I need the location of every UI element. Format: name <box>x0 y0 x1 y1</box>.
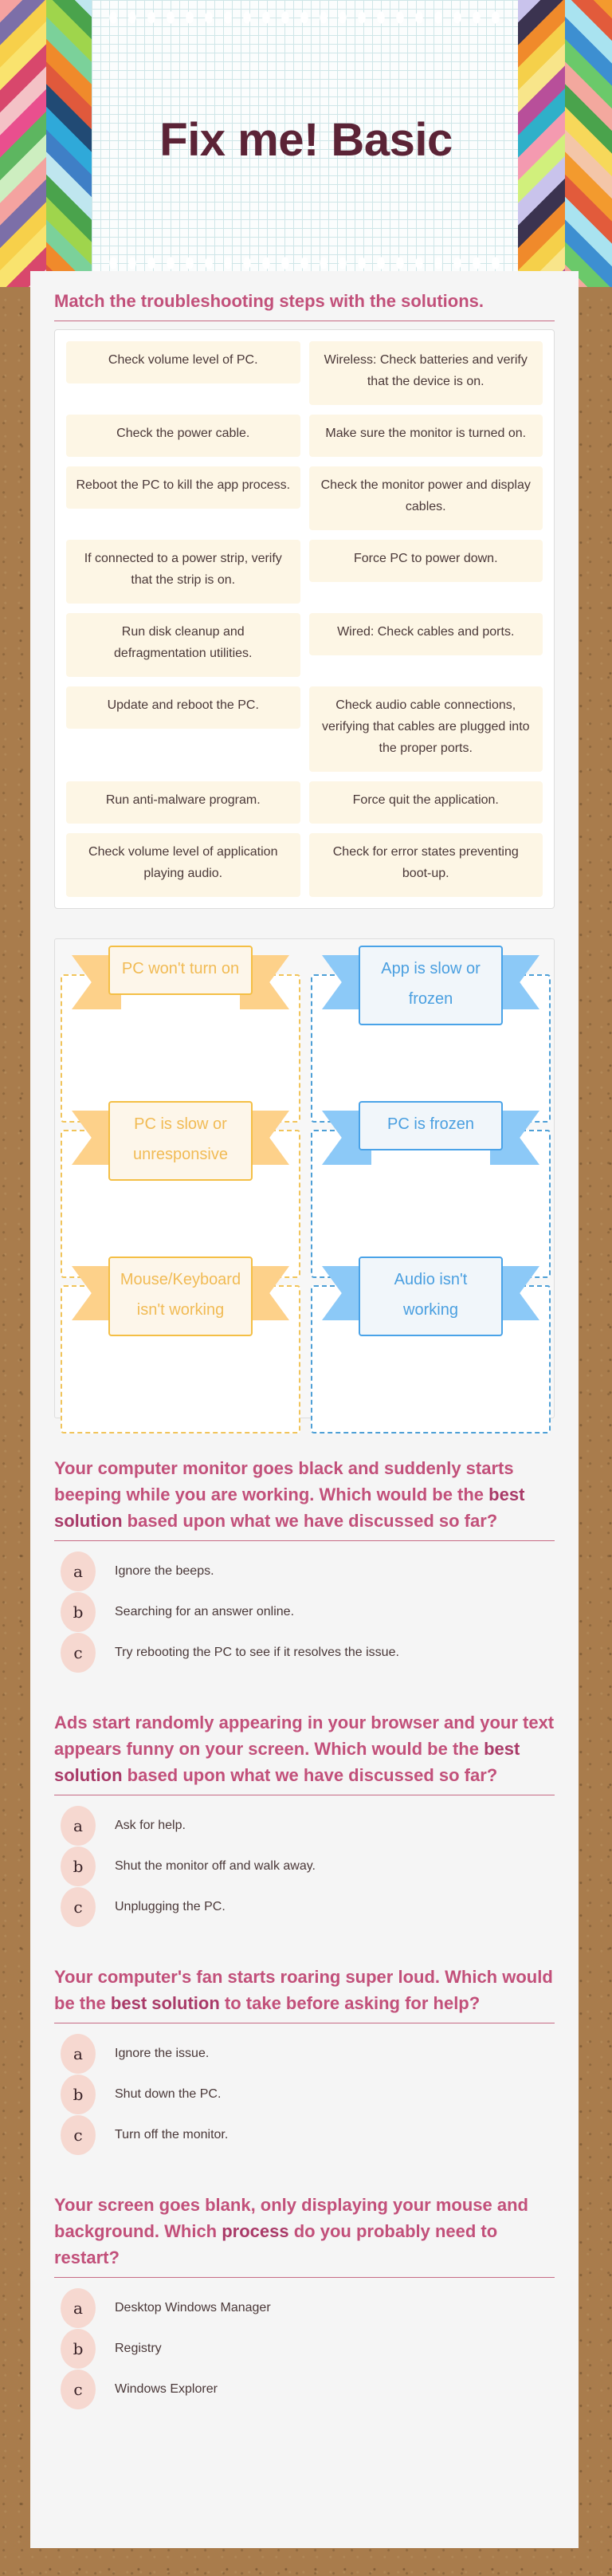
option-text: Windows Explorer <box>115 2381 218 2396</box>
answer-option-a[interactable] <box>54 1551 555 1591</box>
draggable-answer-tile[interactable]: Check volume level of application playing audio. <box>66 833 300 897</box>
draggable-answer-tile[interactable]: Check volume level of PC. <box>66 341 300 383</box>
options-list <box>54 1805 555 1927</box>
answer-option-b[interactable] <box>54 2328 555 2369</box>
option-text: Ignore the issue. <box>115 2046 210 2060</box>
option-text: Shut the monitor off and walk away. <box>115 1858 316 1873</box>
matching-items <box>54 329 555 909</box>
option-letter-badge: c <box>61 2115 96 2155</box>
question-text <box>54 1455 555 1534</box>
draggable-answer-tile[interactable]: Wireless: Check batteries and verify that the device is on. <box>309 341 543 405</box>
option-text: Ignore the beeps. <box>115 1563 214 1578</box>
category-6 <box>311 1257 551 1412</box>
draggable-answer-tile[interactable]: Run anti-malware program. <box>66 781 300 824</box>
answer-option-c[interactable] <box>54 2369 555 2409</box>
question-text-part: Your computer monitor goes black and suddenly starts beeping while you are working. Which would be the <box>54 1458 514 1504</box>
draggable-answer-tile[interactable]: Force quit the application. <box>309 781 543 824</box>
answer-option-a[interactable] <box>54 1805 555 1846</box>
question-text <box>54 1709 555 1788</box>
option-text: Unplugging the PC. <box>115 1899 226 1913</box>
draggable-answer-tile[interactable]: Update and reboot the PC. <box>66 686 300 729</box>
answer-option-c[interactable] <box>54 2114 555 2155</box>
category-label: Mouse/Keyboard isn't working <box>108 1257 253 1336</box>
option-text: Registry <box>115 2341 162 2355</box>
category-label: App is slow or frozen <box>359 946 503 1025</box>
option-letter-badge: a <box>61 1806 96 1846</box>
option-letter-badge: a <box>61 2034 96 2074</box>
option-text: Desktop Windows Manager <box>115 2300 271 2314</box>
option-letter-badge: a <box>61 2288 96 2328</box>
question-text <box>54 1964 555 2016</box>
options-list <box>54 2033 555 2155</box>
option-letter-badge: b <box>61 2329 96 2369</box>
category-1 <box>61 946 300 1101</box>
draggable-answer-tile[interactable]: Make sure the monitor is turned on. <box>309 415 543 457</box>
option-letter-badge: c <box>61 1633 96 1673</box>
answer-option-c[interactable] <box>54 1886 555 1927</box>
answer-option-c[interactable] <box>54 1632 555 1673</box>
question-text-part: Your screen goes blank, only displaying your mouse and background. Which <box>54 2195 528 2241</box>
options-list <box>54 1551 555 1673</box>
option-letter-badge: c <box>61 1887 96 1927</box>
question-text-part: to take before asking for help? <box>219 1993 481 2013</box>
header-banner <box>0 0 612 287</box>
paper-holes <box>104 11 506 24</box>
category-label: Audio isn't working <box>359 1257 503 1336</box>
worksheet-card <box>30 271 579 2548</box>
question-block <box>54 2192 555 2409</box>
answer-option-b[interactable] <box>54 1591 555 1632</box>
question-text-part: based upon what we have discussed so far? <box>122 1765 498 1785</box>
draggable-answer-tile[interactable]: Reboot the PC to kill the app process. <box>66 466 300 509</box>
option-letter-badge: b <box>61 2075 96 2114</box>
option-letter-badge: c <box>61 2370 96 2409</box>
draggable-answer-tile[interactable]: Force PC to power down. <box>309 540 543 582</box>
answer-option-a[interactable] <box>54 2287 555 2328</box>
category-dropzones <box>54 938 555 1418</box>
draggable-answer-tile[interactable]: Check for error states preventing boot-up. <box>309 833 543 897</box>
question-block <box>54 1455 555 1673</box>
question-text-part: Ads start randomly appearing in your browser and your text appears funny on your screen. Which would be the <box>54 1713 555 1759</box>
questions <box>54 1455 555 2409</box>
draggable-answer-tile[interactable]: Check the power cable. <box>66 415 300 457</box>
divider <box>54 2277 555 2278</box>
question-text <box>54 2192 555 2271</box>
question-text-part: based upon what we have discussed so far? <box>122 1511 498 1531</box>
paper-holes <box>104 257 506 269</box>
emphasis-text: best solution <box>54 1739 520 1785</box>
category-label: PC won't turn on <box>108 946 253 995</box>
question-block <box>54 1964 555 2155</box>
draggable-answer-tile[interactable]: Check audio cable connections, verifying that cables are plugged into the proper ports. <box>309 686 543 772</box>
question-text-part: do you probably need to restart? <box>54 2221 498 2267</box>
divider <box>54 1540 555 1541</box>
option-letter-badge: a <box>61 1551 96 1591</box>
option-letter-badge: b <box>61 1592 96 1632</box>
page-title: Fix me! Basic <box>159 114 453 166</box>
draggable-answer-tile[interactable]: Wired: Check cables and ports. <box>309 613 543 655</box>
option-text: Shut down the PC. <box>115 2086 222 2101</box>
draggable-answer-tile[interactable]: Run disk cleanup and defragmentation utilities. <box>66 613 300 677</box>
draggable-answer-tile[interactable]: Check the monitor power and display cables. <box>309 466 543 530</box>
emphasis-text: best solution <box>54 1485 525 1531</box>
emphasis-text: process <box>222 2221 289 2241</box>
answer-option-a[interactable] <box>54 2033 555 2074</box>
option-text: Try rebooting the PC to see if it resolves the issue. <box>115 1645 399 1659</box>
question-text-part: Your computer's fan starts roaring super loud. Which would be the <box>54 1967 553 2013</box>
option-text: Searching for an answer online. <box>115 1604 295 1618</box>
matching-title: Match the troubleshooting steps with the solutions. <box>54 291 484 311</box>
category-2 <box>311 946 551 1101</box>
option-letter-badge: b <box>61 1846 96 1886</box>
category-4 <box>311 1101 551 1257</box>
question-block <box>54 1709 555 1927</box>
category-label: PC is frozen <box>359 1101 503 1150</box>
option-text: Turn off the monitor. <box>115 2127 229 2141</box>
category-5 <box>61 1257 300 1412</box>
category-3 <box>61 1101 300 1257</box>
emphasis-text: best solution <box>110 1993 220 2013</box>
options-list <box>54 2287 555 2409</box>
option-text: Ask for help. <box>115 1818 186 1832</box>
answer-option-b[interactable] <box>54 2074 555 2114</box>
draggable-answer-tile[interactable]: If connected to a power strip, verify that the strip is on. <box>66 540 300 604</box>
category-label: PC is slow or unresponsive <box>108 1101 253 1181</box>
answer-option-b[interactable] <box>54 1846 555 1886</box>
